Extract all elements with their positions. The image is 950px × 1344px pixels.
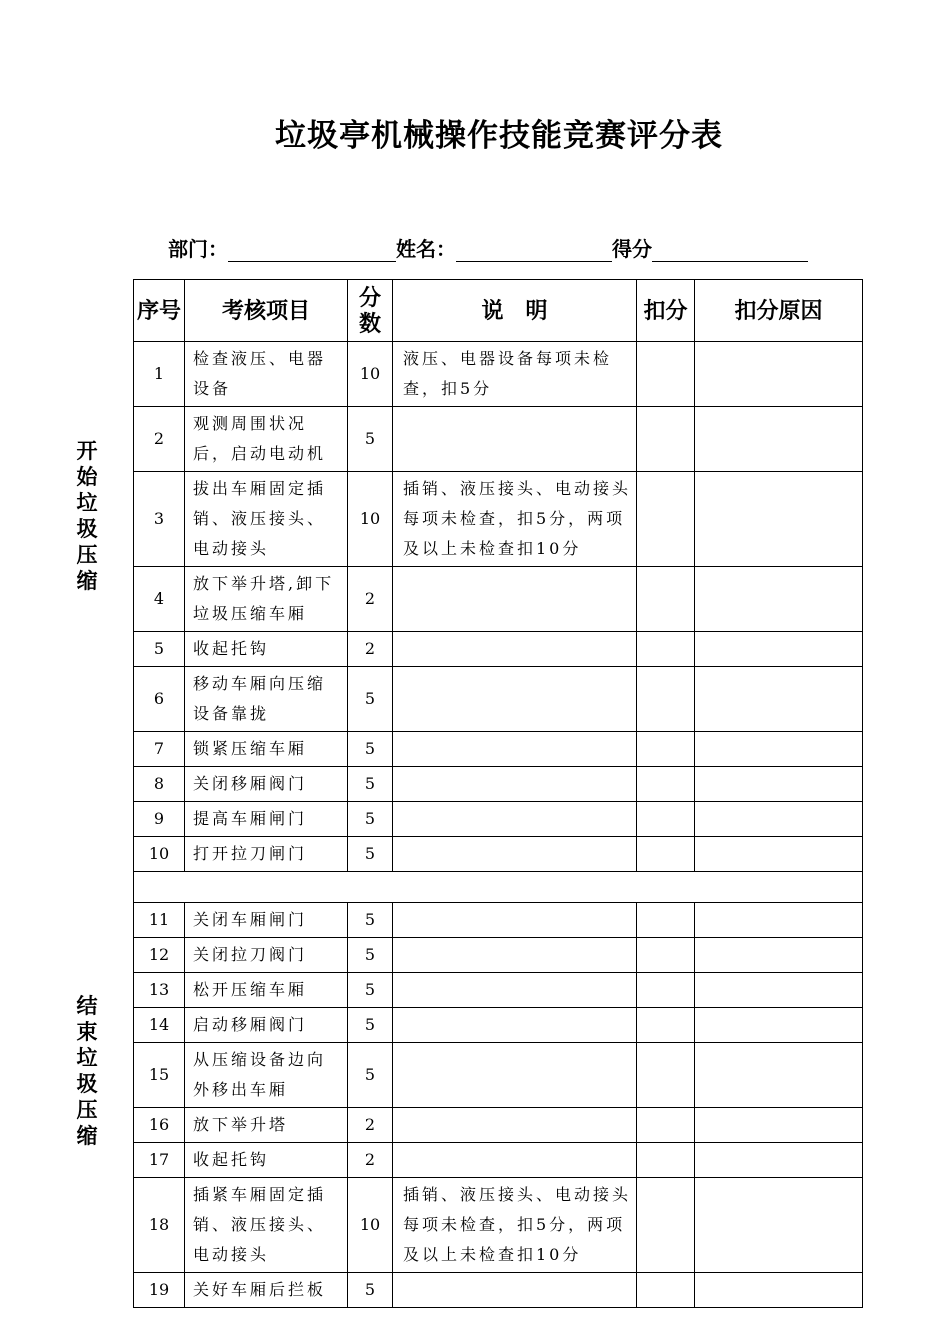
cell-deduct bbox=[637, 1273, 695, 1308]
cell-seq: 10 bbox=[134, 837, 185, 872]
table-row bbox=[134, 802, 863, 837]
cell-desc: 插销、液压接头、电动接头每项未检查，扣5分，两项及以上未检查扣10分 bbox=[393, 472, 637, 567]
cell-reason bbox=[695, 667, 863, 732]
cell-reason bbox=[695, 1043, 863, 1108]
table-row bbox=[134, 407, 863, 472]
cell-item: 拔出车厢固定插销、液压接头、电动接头 bbox=[185, 472, 348, 567]
table-row bbox=[134, 632, 863, 667]
cell-item: 插紧车厢固定插销、液压接头、电动接头 bbox=[185, 1178, 348, 1273]
cell-points: 2 bbox=[348, 1143, 393, 1178]
cell-points: 5 bbox=[348, 837, 393, 872]
cell-reason bbox=[695, 1008, 863, 1043]
cell-deduct bbox=[637, 903, 695, 938]
cell-seq: 12 bbox=[134, 938, 185, 973]
name-label: 姓名： bbox=[396, 237, 456, 261]
table-body bbox=[134, 342, 863, 1308]
cell-points: 5 bbox=[348, 1273, 393, 1308]
cell-item: 观测周围状况后，启动电动机 bbox=[185, 407, 348, 472]
cell-seq: 13 bbox=[134, 973, 185, 1008]
cell-item: 检查液压、电器设备 bbox=[185, 342, 348, 407]
cell-desc bbox=[393, 732, 637, 767]
cell-reason bbox=[695, 938, 863, 973]
cell-seq: 2 bbox=[134, 407, 185, 472]
cell-item: 打开拉刀闸门 bbox=[185, 837, 348, 872]
cell-points: 2 bbox=[348, 632, 393, 667]
dept-label: 部门： bbox=[168, 237, 228, 261]
cell-points: 5 bbox=[348, 767, 393, 802]
cell-reason bbox=[695, 903, 863, 938]
cell-item: 启动移厢阀门 bbox=[185, 1008, 348, 1043]
cell-desc: 液压、电器设备每项未检查，扣5分 bbox=[393, 342, 637, 407]
cell-deduct bbox=[637, 732, 695, 767]
table-row bbox=[134, 1008, 863, 1043]
cell-deduct bbox=[637, 802, 695, 837]
cell-deduct bbox=[637, 767, 695, 802]
cell-points: 5 bbox=[348, 732, 393, 767]
cell-points: 5 bbox=[348, 667, 393, 732]
cell-reason bbox=[695, 1178, 863, 1273]
name-blank bbox=[456, 239, 612, 262]
table-row bbox=[134, 1108, 863, 1143]
cell-deduct bbox=[637, 938, 695, 973]
cell-points: 10 bbox=[348, 472, 393, 567]
table-row bbox=[134, 342, 863, 407]
cell-desc bbox=[393, 1273, 637, 1308]
cell-desc bbox=[393, 903, 637, 938]
table-row bbox=[134, 973, 863, 1008]
table-header-row bbox=[134, 280, 863, 342]
score-table bbox=[133, 279, 863, 1308]
table-row bbox=[134, 472, 863, 567]
header-reason: 扣分原因 bbox=[695, 280, 863, 342]
cell-points: 10 bbox=[348, 1178, 393, 1273]
cell-reason bbox=[695, 767, 863, 802]
cell-reason bbox=[695, 472, 863, 567]
cell-deduct bbox=[637, 973, 695, 1008]
header-item: 考核项目 bbox=[185, 280, 348, 342]
table-row bbox=[134, 1043, 863, 1108]
cell-item: 收起托钩 bbox=[185, 1143, 348, 1178]
side-label-start: 开始垃圾压缩 bbox=[76, 438, 98, 593]
cell-deduct bbox=[637, 1143, 695, 1178]
cell-desc bbox=[393, 802, 637, 837]
cell-seq: 7 bbox=[134, 732, 185, 767]
score-label: 得分 bbox=[612, 237, 652, 261]
cell-seq: 15 bbox=[134, 1043, 185, 1108]
cell-desc bbox=[393, 837, 637, 872]
cell-seq: 4 bbox=[134, 567, 185, 632]
cell-seq: 14 bbox=[134, 1008, 185, 1043]
cell-desc bbox=[393, 1043, 637, 1108]
cell-reason bbox=[695, 1273, 863, 1308]
cell-item: 关好车厢后拦板 bbox=[185, 1273, 348, 1308]
cell-seq: 17 bbox=[134, 1143, 185, 1178]
header-seq: 序号 bbox=[134, 280, 185, 342]
dept-blank bbox=[228, 239, 396, 262]
cell-points: 5 bbox=[348, 1043, 393, 1108]
cell-points: 5 bbox=[348, 407, 393, 472]
cell-points: 5 bbox=[348, 973, 393, 1008]
cell-item: 移动车厢向压缩设备靠拢 bbox=[185, 667, 348, 732]
cell-seq: 11 bbox=[134, 903, 185, 938]
cell-deduct bbox=[637, 1108, 695, 1143]
cell-reason bbox=[695, 973, 863, 1008]
cell-desc bbox=[393, 1008, 637, 1043]
section-separator-row bbox=[134, 872, 863, 903]
cell-desc: 插销、液压接头、电动接头每项未检查，扣5分，两项及以上未检查扣10分 bbox=[393, 1178, 637, 1273]
cell-reason bbox=[695, 342, 863, 407]
cell-reason bbox=[695, 732, 863, 767]
table-row bbox=[134, 767, 863, 802]
table-row bbox=[134, 938, 863, 973]
cell-points: 5 bbox=[348, 802, 393, 837]
side-label-end: 结束垃圾压缩 bbox=[76, 993, 98, 1148]
cell-desc bbox=[393, 667, 637, 732]
cell-deduct bbox=[637, 1008, 695, 1043]
cell-reason bbox=[695, 407, 863, 472]
cell-item: 提高车厢闸门 bbox=[185, 802, 348, 837]
cell-desc bbox=[393, 938, 637, 973]
cell-deduct bbox=[637, 632, 695, 667]
cell-desc bbox=[393, 973, 637, 1008]
cell-seq: 18 bbox=[134, 1178, 185, 1273]
cell-desc bbox=[393, 632, 637, 667]
table-row bbox=[134, 732, 863, 767]
cell-item: 从压缩设备边向外移出车厢 bbox=[185, 1043, 348, 1108]
header-points: 分数 bbox=[348, 280, 393, 342]
cell-desc bbox=[393, 567, 637, 632]
cell-reason bbox=[695, 1108, 863, 1143]
cell-seq: 19 bbox=[134, 1273, 185, 1308]
cell-desc bbox=[393, 1108, 637, 1143]
cell-desc bbox=[393, 1143, 637, 1178]
table-row bbox=[134, 1178, 863, 1273]
cell-seq: 9 bbox=[134, 802, 185, 837]
table-row bbox=[134, 1273, 863, 1308]
cell-seq: 5 bbox=[134, 632, 185, 667]
cell-item: 放下举升塔,卸下垃圾压缩车厢 bbox=[185, 567, 348, 632]
cell-item: 放下举升塔 bbox=[185, 1108, 348, 1143]
cell-points: 2 bbox=[348, 1108, 393, 1143]
cell-desc bbox=[393, 407, 637, 472]
cell-deduct bbox=[637, 407, 695, 472]
cell-reason bbox=[695, 837, 863, 872]
cell-points: 5 bbox=[348, 1008, 393, 1043]
cell-item: 关闭移厢阀门 bbox=[185, 767, 348, 802]
cell-item: 收起托钩 bbox=[185, 632, 348, 667]
cell-points: 2 bbox=[348, 567, 393, 632]
cell-item: 松开压缩车厢 bbox=[185, 973, 348, 1008]
table-row bbox=[134, 667, 863, 732]
cell-deduct bbox=[637, 567, 695, 632]
cell-seq: 8 bbox=[134, 767, 185, 802]
table-row bbox=[134, 837, 863, 872]
cell-seq: 3 bbox=[134, 472, 185, 567]
cell-seq: 16 bbox=[134, 1108, 185, 1143]
separator-cell bbox=[134, 872, 863, 903]
header-info-line bbox=[168, 232, 808, 262]
cell-seq: 6 bbox=[134, 667, 185, 732]
cell-reason bbox=[695, 802, 863, 837]
cell-points: 10 bbox=[348, 342, 393, 407]
cell-deduct bbox=[637, 342, 695, 407]
cell-reason bbox=[695, 632, 863, 667]
cell-deduct bbox=[637, 1043, 695, 1108]
cell-deduct bbox=[637, 1178, 695, 1273]
table-row bbox=[134, 903, 863, 938]
cell-points: 5 bbox=[348, 903, 393, 938]
header-deduct: 扣分 bbox=[637, 280, 695, 342]
table-row bbox=[134, 567, 863, 632]
cell-deduct bbox=[637, 472, 695, 567]
cell-reason bbox=[695, 567, 863, 632]
cell-desc bbox=[393, 767, 637, 802]
cell-deduct bbox=[637, 837, 695, 872]
cell-seq: 1 bbox=[134, 342, 185, 407]
score-blank bbox=[652, 239, 808, 262]
table-row bbox=[134, 1143, 863, 1178]
cell-deduct bbox=[637, 667, 695, 732]
cell-points: 5 bbox=[348, 938, 393, 973]
cell-reason bbox=[695, 1143, 863, 1178]
cell-item: 锁紧压缩车厢 bbox=[185, 732, 348, 767]
cell-item: 关闭拉刀阀门 bbox=[185, 938, 348, 973]
cell-item: 关闭车厢闸门 bbox=[185, 903, 348, 938]
page-title: 垃圾亭机械操作技能竞赛评分表 bbox=[275, 118, 723, 154]
header-desc: 说 明 bbox=[393, 280, 637, 342]
